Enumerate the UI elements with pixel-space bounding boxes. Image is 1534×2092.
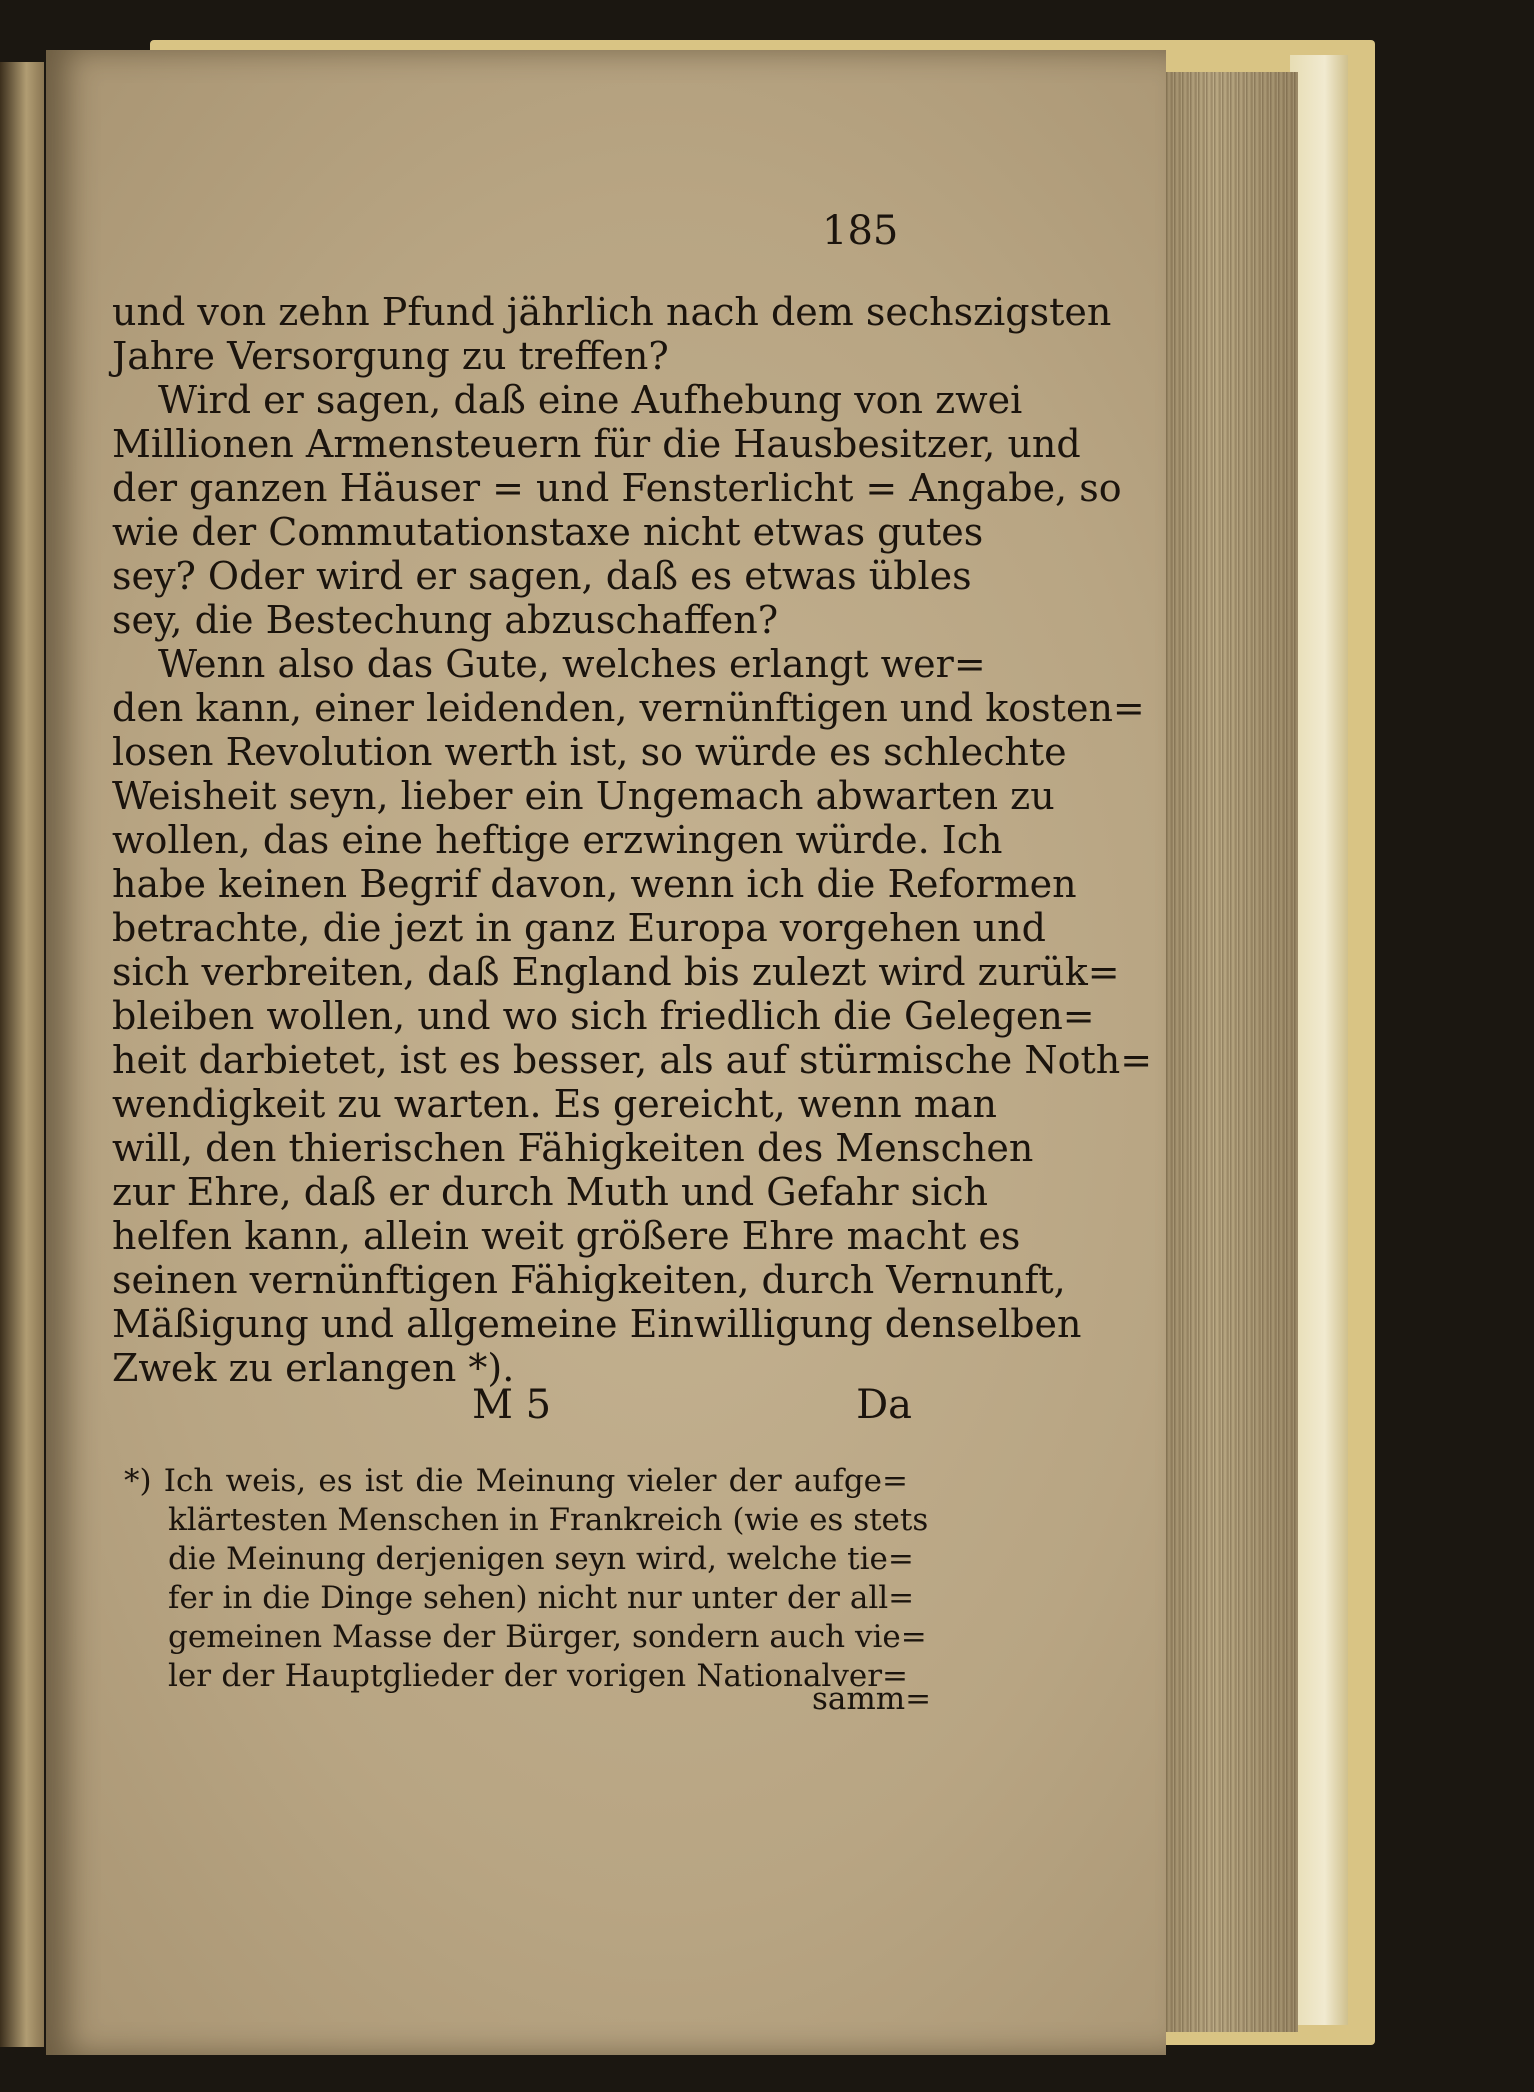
text-line: sey, die Bestechung abzuschaffen? xyxy=(112,598,779,642)
footnote-line: fer in die Dinge sehen) nicht nur unter der all= xyxy=(168,1580,915,1616)
facing-page-edge xyxy=(0,62,44,2047)
text-line: Weisheit seyn, lieber ein Ungemach abwarten zu xyxy=(112,774,1055,818)
text-line: den kann, einer leidenden, vernünftigen und kosten= xyxy=(112,686,1145,730)
text-line: sey? Oder wird er sagen, daß es etwas übles xyxy=(112,554,972,598)
text-line: helfen kann, allein weit größere Ehre macht es xyxy=(112,1214,1021,1258)
footnote-catchword: samm= xyxy=(812,1681,932,1717)
page-number: 185 xyxy=(822,208,899,254)
text-line: sich verbreiten, daß England bis zulezt wird zurük= xyxy=(112,950,1120,994)
text-line: Wird er sagen, daß eine Aufhebung von zwei xyxy=(158,378,1023,422)
text-line: Jahre Versorgung zu treffen? xyxy=(112,334,669,378)
catchword: Da xyxy=(856,1382,912,1428)
signature-mark: M 5 xyxy=(472,1382,552,1428)
page-footer xyxy=(472,1382,912,1428)
text-line: der ganzen Häuser = und Fensterlicht = Angabe, so xyxy=(112,466,1122,510)
text-line: wie der Commutationstaxe nicht etwas gutes xyxy=(112,510,984,554)
text-line: betrachte, die jezt in ganz Europa vorgehen und xyxy=(112,906,1046,950)
fore-edge-shading xyxy=(1158,72,1298,2032)
text-line: heit darbietet, ist es besser, als auf stürmische Noth= xyxy=(112,1038,1153,1082)
footnote-line: klärtesten Menschen in Frankreich (wie es stets xyxy=(168,1502,929,1538)
text-line: und von zehn Pfund jährlich nach dem sechszigsten xyxy=(112,290,1112,334)
footnote-line: die Meinung derjenigen seyn wird, welche tie= xyxy=(168,1541,914,1577)
text-line: Millionen Armensteuern für die Hausbesitzer, und xyxy=(112,422,1081,466)
text-line: Mäßigung und allgemeine Einwilligung denselben xyxy=(112,1302,1082,1346)
footnote xyxy=(124,1462,929,1696)
text-line: wollen, das eine heftige erzwingen würde. Ich xyxy=(112,818,1003,862)
text-line: will, den thierischen Fähigkeiten des Menschen xyxy=(112,1126,1034,1170)
text-line: zur Ehre, daß er durch Muth und Gefahr sich xyxy=(112,1170,988,1214)
body-text xyxy=(112,290,1153,1390)
footnote-line: gemeinen Masse der Bürger, sondern auch vie= xyxy=(168,1619,927,1655)
footnote-line: *) Ich weis, es ist die Meinung vieler der aufge= xyxy=(124,1463,908,1499)
footnote-line: ler der Hauptglieder der vorigen Nationalver= xyxy=(168,1658,908,1694)
text-line: Wenn also das Gute, welches erlangt wer= xyxy=(158,642,986,686)
text-line: Zwek zu erlangen *). xyxy=(112,1346,515,1390)
text-line: wendigkeit zu warten. Es gereicht, wenn man xyxy=(112,1082,997,1126)
text-line: seinen vernünftigen Fähigkeiten, durch Vernunft, xyxy=(112,1258,1066,1302)
text-line: losen Revolution werth ist, so würde es schlechte xyxy=(112,730,1067,774)
cover-edge xyxy=(1290,55,1348,2025)
text-line: bleiben wollen, und wo sich friedlich die Gelegen= xyxy=(112,994,1095,1038)
text-line: habe keinen Begrif davon, wenn ich die Reformen xyxy=(112,862,1077,906)
